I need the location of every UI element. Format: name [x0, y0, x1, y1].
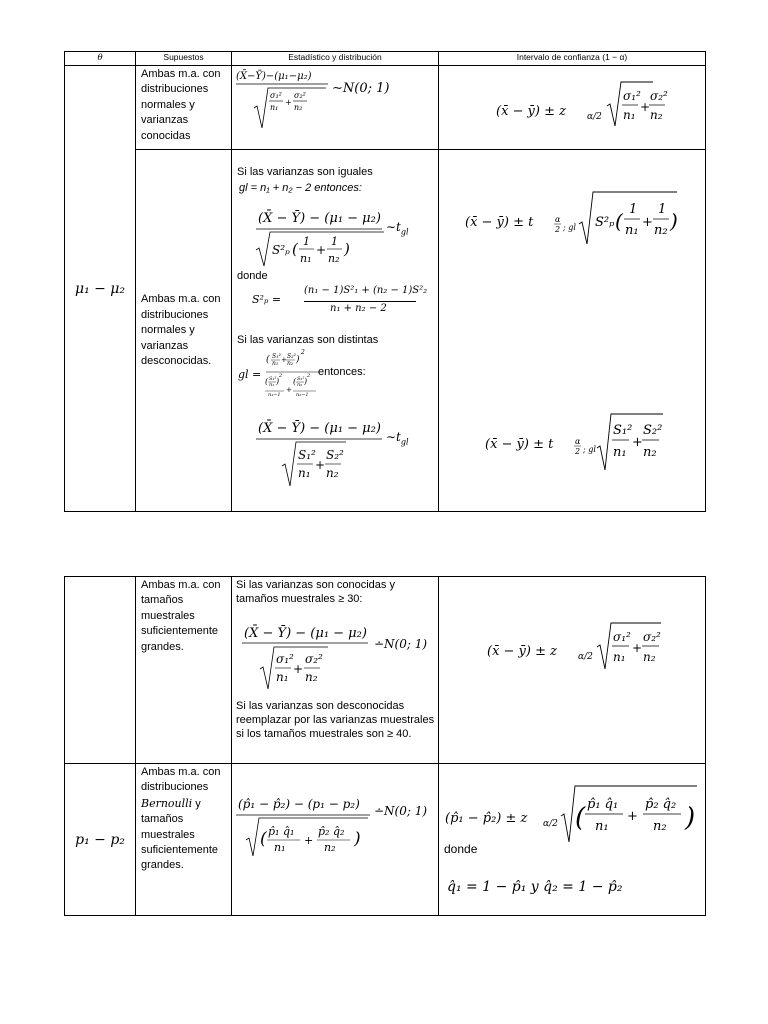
svg-text:2: 2: [555, 225, 561, 234]
svg-text:+: +: [640, 100, 651, 114]
pooled-variance-denominator: n₁ + n₂ − 2: [330, 303, 387, 314]
svg-text:S²ₚ: S²ₚ: [595, 215, 615, 230]
mean-difference-table: [64, 51, 706, 512]
svg-text:1: 1: [303, 235, 310, 248]
table-row: [65, 577, 706, 764]
svg-text:n₁: n₁: [272, 360, 279, 367]
header-theta: θ: [65, 52, 136, 66]
svg-text:n₂: n₂: [653, 819, 667, 834]
z-statistic-formula: [232, 66, 438, 144]
supuestos-cell: Ambas m.a. con distribuciones Bernoulli y tamaños muestrales suficientemente grandes.: [136, 764, 232, 916]
svg-text:(p̂₁ − p̂₂) ± z: (p̂₁ − p̂₂) ± z: [445, 811, 528, 826]
svg-text:): ): [354, 829, 361, 849]
t-statistic-welch-formula: [232, 418, 438, 490]
svg-text:(X̄ − Ȳ) − (μ₁ − μ₂): (X̄ − Ȳ) − (μ₁ − μ₂): [258, 211, 381, 226]
svg-text:(: (: [260, 829, 267, 849]
large-sample-table: [64, 576, 706, 916]
svg-text:n₁: n₁: [298, 466, 311, 480]
z-statistic-proportions-formula: [232, 790, 438, 860]
distinct-variances-text: Si las varianzas son distintas: [237, 334, 379, 346]
table-row: [65, 150, 706, 512]
svg-text:α: α: [575, 437, 581, 446]
pooled-variance-label: S²ₚ =: [252, 293, 282, 306]
z-statistic-large-formula: [232, 621, 438, 693]
svg-text:+: +: [281, 356, 287, 364]
svg-text:+: +: [642, 215, 653, 230]
svg-text:n₂: n₂: [305, 670, 318, 684]
svg-text:n₁: n₁: [270, 103, 279, 112]
svg-text:2: 2: [307, 373, 311, 379]
svg-text:n₂: n₂: [650, 108, 663, 122]
svg-text:n₁: n₁: [623, 108, 636, 122]
svg-text:n₂: n₂: [328, 252, 340, 265]
svg-text:n₂: n₂: [324, 841, 336, 854]
table-row: [65, 764, 706, 916]
z-interval-proportions-formula: [439, 778, 705, 858]
svg-text:n₁: n₁: [274, 841, 286, 854]
svg-text:n₂: n₂: [326, 466, 339, 480]
svg-text:): ): [344, 240, 350, 258]
gl-equal-text: gl = n₁ + n₂ − 2 entonces:: [239, 182, 362, 194]
svg-text:(: (: [293, 377, 297, 386]
svg-text:(p̂₁ − p̂₂) − (p₁ − p₂): (p̂₁ − p̂₂) − (p₁ − p₂): [238, 797, 360, 811]
parameter-cell: μ₁ − μ₂: [65, 66, 136, 512]
svg-text:α/2: α/2: [543, 819, 558, 829]
svg-text:(x̄ − ȳ) ± t: (x̄ − ȳ) ± t: [465, 215, 534, 230]
svg-text:(x̄ − ȳ) ± t: (x̄ − ȳ) ± t: [485, 437, 554, 452]
q-definition: q̂₁ = 1 − p̂₁ y q̂₂ = 1 − p̂₂: [447, 879, 623, 895]
table-row: [65, 66, 706, 150]
svg-text:(: (: [615, 209, 623, 233]
pooled-variance-numerator: (n₁ − 1)S²₁ + (n₂ − 1)S²₂: [304, 285, 428, 296]
svg-text:n₁: n₁: [276, 670, 289, 684]
donde-text: donde: [444, 842, 478, 856]
svg-text:σ₁²: σ₁²: [623, 89, 641, 103]
svg-text:gl =: gl =: [238, 368, 262, 381]
svg-text:n₂−1: n₂−1: [296, 392, 309, 398]
header-estadistico: Estadístico y distribución: [232, 52, 439, 66]
svg-text:n₁: n₁: [300, 252, 312, 265]
svg-text:): ): [670, 209, 678, 233]
unknown-variances-text: Si las varianzas son desconocidas reemplazar por las varianzas muestrales si los tamaños muestrales son ≥ 40.: [236, 700, 435, 740]
svg-text:S₁²: S₁²: [298, 448, 316, 462]
svg-text:σ₁²: σ₁²: [270, 91, 282, 100]
svg-text:(X̄ − Ȳ) − (μ₁ − μ₂): (X̄ − Ȳ) − (μ₁ − μ₂): [244, 626, 367, 641]
svg-text:1: 1: [658, 202, 667, 217]
svg-text:α/2: α/2: [578, 652, 593, 662]
svg-text:): ): [276, 377, 280, 386]
svg-text:n₁: n₁: [595, 819, 609, 834]
svg-text:+: +: [315, 458, 326, 472]
svg-text:+: +: [627, 809, 638, 824]
svg-text:σ₁²: σ₁²: [613, 630, 631, 644]
svg-text:1: 1: [629, 202, 638, 217]
distribution-label: ∸N(0; 1): [374, 804, 428, 818]
svg-text:S₁²: S₁²: [613, 423, 633, 438]
interval-cell: [439, 764, 706, 916]
t-interval-welch-formula: [439, 406, 705, 476]
statistic-cell: [232, 577, 439, 764]
statistic-cell: [232, 66, 439, 150]
svg-text:(x̄ − ȳ) ± z: (x̄ − ȳ) ± z: [496, 104, 566, 119]
parameter-cell: [65, 577, 136, 764]
known-variances-text: Si las varianzas son conocidas y tamaños muestrales ≥ 30:: [236, 579, 395, 605]
t-distribution-label-2: $\sim t_{gl}$: [386, 430, 409, 447]
svg-text:p̂₁ q̂₁: p̂₁ q̂₁: [587, 797, 619, 812]
svg-text:(: (: [575, 803, 586, 833]
svg-text:(: (: [292, 240, 298, 258]
svg-text:): ): [685, 803, 696, 833]
svg-text:(: (: [265, 377, 269, 386]
svg-text:σ₂²: σ₂²: [650, 89, 668, 103]
svg-text:+: +: [293, 662, 304, 676]
svg-text:; gl: ; gl: [563, 223, 576, 232]
parameter-cell: p₁ − p₂: [65, 764, 136, 916]
svg-text:p̂₂ q̂₂: p̂₂ q̂₂: [318, 825, 345, 838]
svg-text:n₂: n₂: [643, 445, 657, 460]
svg-text:p̂₂ q̂₂: p̂₂ q̂₂: [645, 797, 677, 812]
interval-cell: [439, 66, 706, 150]
svg-text:(X̄−Ȳ)−(μ₁−μ₂): (X̄−Ȳ)−(μ₁−μ₂): [236, 71, 312, 82]
svg-text:n₁: n₁: [269, 382, 275, 388]
svg-text:): ): [296, 355, 300, 365]
svg-text:p̂₁ q̂₁: p̂₁ q̂₁: [268, 825, 295, 838]
donde-text: donde: [237, 270, 268, 282]
welch-df-formula: [236, 348, 328, 408]
fraction-bar: [304, 301, 416, 302]
svg-text:n₂: n₂: [294, 103, 303, 112]
svg-text:S₂²: S₂²: [297, 376, 305, 382]
t-distribution-label-1: $\sim t_{gl}$: [386, 220, 409, 237]
svg-text:+: +: [304, 834, 314, 847]
svg-text:n₁: n₁: [625, 223, 639, 238]
z-interval-large-formula: [439, 577, 705, 758]
svg-text:σ₂²: σ₂²: [643, 630, 661, 644]
svg-text:n₂: n₂: [297, 382, 303, 388]
equal-variances-text: Si las varianzas son iguales: [237, 166, 373, 178]
svg-text:2: 2: [575, 447, 581, 456]
svg-text:+: +: [285, 98, 292, 107]
statistic-cell: [232, 150, 439, 512]
svg-text:1: 1: [331, 235, 338, 248]
svg-text:S₁²: S₁²: [269, 376, 277, 382]
interval-cell: [439, 150, 706, 512]
svg-text:σ₁²: σ₁²: [276, 652, 294, 666]
svg-text:(x̄ − ȳ) ± z: (x̄ − ȳ) ± z: [487, 644, 557, 659]
table-header-row: [65, 52, 706, 66]
svg-text:σ₂²: σ₂²: [305, 652, 323, 666]
svg-text:+: +: [286, 386, 292, 394]
supuestos-cell: Ambas m.a. con distribuciones normales y varianzas desconocidas.: [136, 150, 232, 512]
svg-text:α/2: α/2: [587, 112, 602, 122]
svg-text:): ): [304, 377, 308, 386]
svg-text:n₁: n₁: [613, 445, 627, 460]
svg-text:2: 2: [279, 373, 283, 379]
interval-cell: [439, 577, 706, 764]
svg-text:+: +: [632, 641, 643, 655]
svg-text:; gl: ; gl: [583, 445, 596, 454]
svg-text:+: +: [316, 243, 327, 257]
supuestos-cell: Ambas m.a. con tamaños muestrales suficientemente grandes.: [136, 577, 232, 764]
header-supuestos: Supuestos: [136, 52, 232, 66]
svg-text:S²ₚ: S²ₚ: [272, 243, 290, 257]
svg-text:S₁²: S₁²: [272, 353, 281, 360]
svg-text:2: 2: [301, 349, 305, 356]
svg-text:n₁: n₁: [613, 650, 626, 664]
z-interval-formula: [439, 66, 705, 144]
entonces-text: entonces:: [318, 366, 366, 378]
statistic-cell: [232, 764, 439, 916]
svg-text:n₂: n₂: [287, 360, 294, 367]
svg-text:S₂²: S₂²: [287, 353, 296, 360]
svg-text:σ₂²: σ₂²: [294, 91, 306, 100]
t-statistic-pooled-formula: [232, 202, 438, 272]
svg-text:(: (: [266, 355, 270, 365]
svg-text:n₁−1: n₁−1: [268, 392, 281, 398]
svg-text:S₂²: S₂²: [326, 448, 344, 462]
t-interval-pooled-formula: [439, 184, 705, 254]
svg-text:+: +: [632, 435, 643, 450]
supuestos-cell: Ambas m.a. con distribuciones normales y varianzas conocidas: [136, 66, 232, 150]
svg-text:n₂: n₂: [643, 650, 656, 664]
distribution-label: ∸N(0; 1): [374, 637, 428, 651]
header-intervalo: Intervalo de confianza (1 − α): [439, 52, 706, 66]
distribution-label: ∼N(0; 1): [332, 81, 390, 96]
svg-text:n₂: n₂: [654, 223, 668, 238]
svg-text:α: α: [555, 215, 561, 224]
svg-text:(X̄ − Ȳ) − (μ₁ − μ₂): (X̄ − Ȳ) − (μ₁ − μ₂): [258, 421, 381, 436]
svg-text:S₂²: S₂²: [643, 423, 663, 438]
